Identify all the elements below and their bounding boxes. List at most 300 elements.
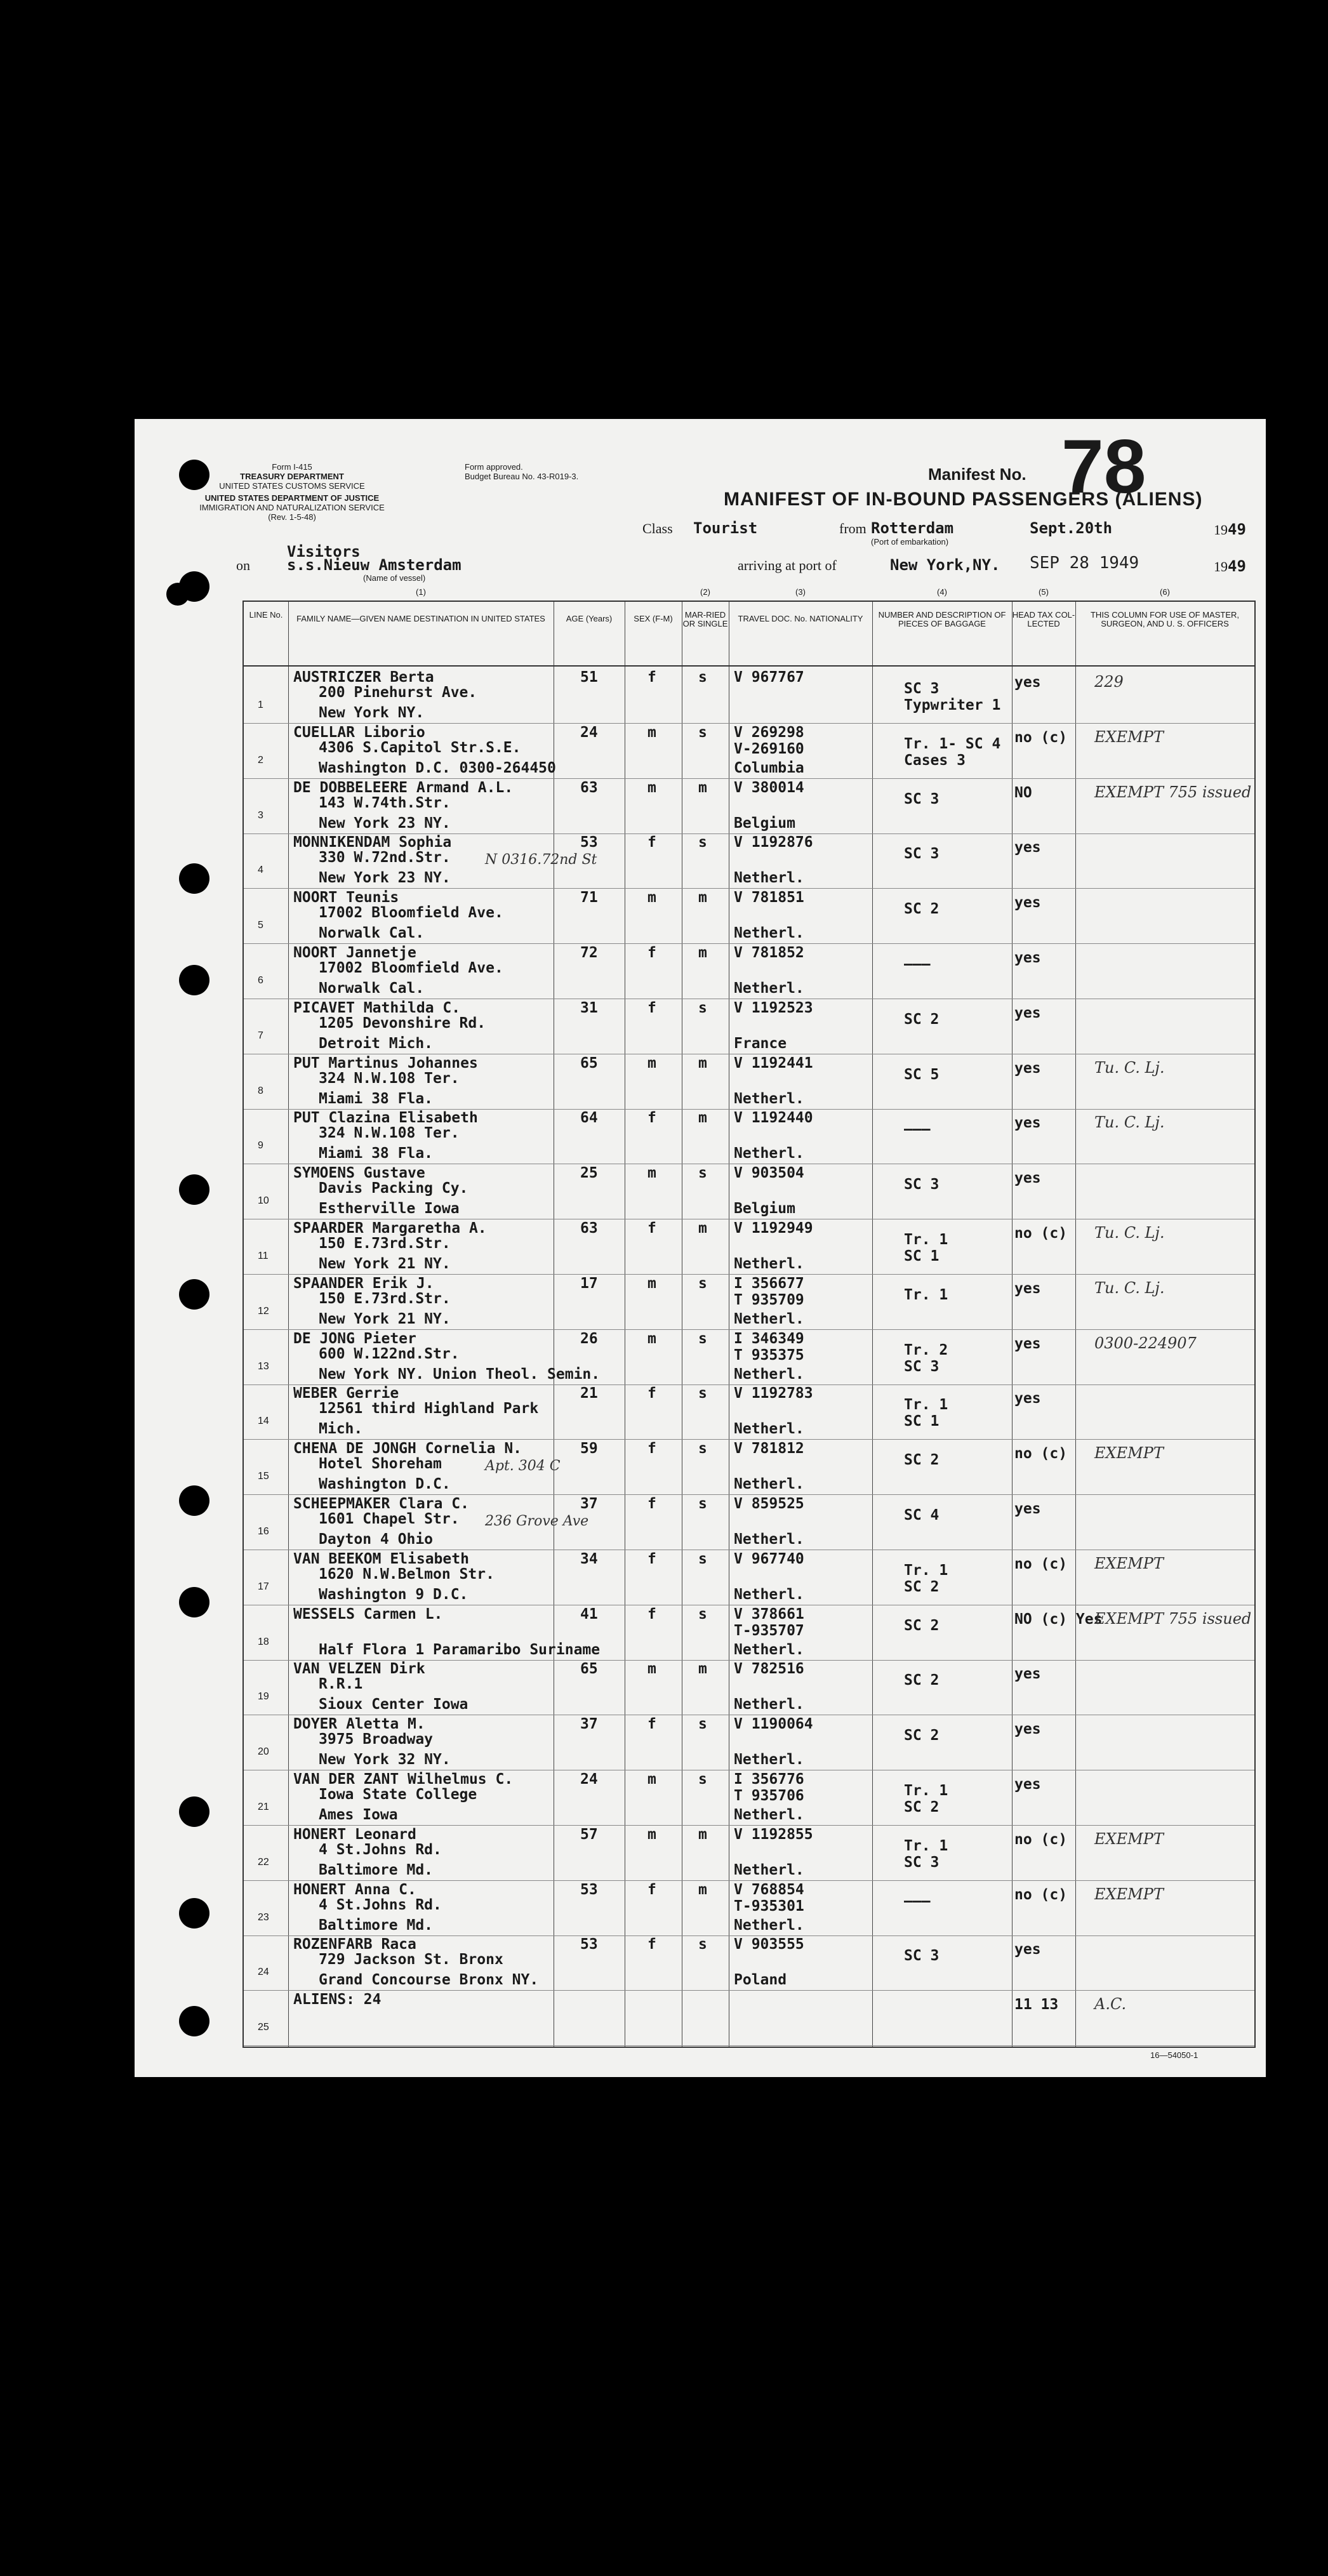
line-number: 19 bbox=[258, 1691, 269, 1703]
table-row bbox=[244, 1880, 1254, 1936]
marital-status: m bbox=[698, 779, 707, 796]
from-port: Rotterdam bbox=[871, 519, 954, 537]
baggage-1: SC 3 bbox=[904, 1948, 940, 1965]
nationality: Belgium bbox=[734, 1200, 795, 1218]
address-line-1: 1601 Chapel Str. bbox=[319, 1511, 460, 1527]
officer-note: EXEMPT bbox=[1094, 1885, 1164, 1903]
age: 24 bbox=[580, 1771, 598, 1788]
passenger-name: NOORT Teunis bbox=[293, 889, 399, 906]
age: 26 bbox=[580, 1330, 598, 1347]
sex: f bbox=[647, 834, 656, 851]
age: 53 bbox=[580, 834, 598, 851]
head-tax: no (c) bbox=[1014, 1225, 1068, 1242]
address-line-2: Baltimore Md. bbox=[319, 1916, 434, 1934]
travel-doc: V 903555 bbox=[734, 1936, 804, 1953]
marital-status: s bbox=[698, 1165, 707, 1182]
officer-note: A.C. bbox=[1094, 1995, 1127, 2014]
head-tax: yes bbox=[1014, 894, 1041, 912]
age: 71 bbox=[580, 889, 598, 906]
officer-note: Tu. C. Lj. bbox=[1094, 1113, 1165, 1132]
sex: f bbox=[647, 1110, 656, 1127]
marital-status: m bbox=[698, 1220, 707, 1237]
baggage-1: SC 2 bbox=[904, 1452, 940, 1469]
marital-status: s bbox=[698, 1936, 707, 1953]
nationality: Netherl. bbox=[734, 1090, 804, 1107]
table-row bbox=[244, 1384, 1254, 1440]
baggage-1: Tr. 1 bbox=[904, 1232, 948, 1248]
address-line-2: Grand Concourse Bronx NY. bbox=[319, 1972, 539, 1989]
sex: m bbox=[647, 724, 656, 741]
passenger-name: AUSTRICZER Berta bbox=[293, 669, 434, 686]
baggage-1: ——— bbox=[904, 1892, 931, 1909]
form-approved: Form approved. bbox=[465, 462, 523, 472]
address-line-2: Baltimore Md. bbox=[319, 1861, 434, 1878]
col-num-6: (6) bbox=[1160, 587, 1170, 597]
age: 37 bbox=[580, 1496, 598, 1512]
address-line-2: New York 21 NY. bbox=[319, 1310, 451, 1327]
travel-doc: V 781812 bbox=[734, 1440, 804, 1457]
baggage-2: SC 2 bbox=[904, 1578, 940, 1595]
line-number: 1 bbox=[258, 700, 263, 710]
line-number: 9 bbox=[258, 1140, 263, 1152]
year2-prefix: 19 bbox=[1214, 559, 1228, 574]
sex: f bbox=[647, 669, 656, 686]
table-row bbox=[244, 1659, 1254, 1715]
manifest-page bbox=[135, 419, 1266, 2077]
nationality: Netherl. bbox=[734, 980, 804, 997]
port-embarkation-caption: (Port of embarkation) bbox=[871, 537, 949, 547]
passenger-name: SCHEEPMAKER Clara C. bbox=[293, 1496, 469, 1512]
head-tax: yes bbox=[1014, 1115, 1041, 1132]
age: 63 bbox=[580, 1220, 598, 1237]
travel-doc: V 1192441 bbox=[734, 1054, 813, 1072]
line-number: 25 bbox=[258, 2022, 269, 2033]
year-prefix: 19 bbox=[1214, 522, 1228, 538]
nationality: Netherl. bbox=[734, 1531, 804, 1548]
nationality: Netherl. bbox=[734, 1751, 804, 1769]
marital-status: m bbox=[698, 1661, 707, 1678]
baggage-1: SC 2 bbox=[904, 901, 940, 918]
baggage-1: ——— bbox=[904, 1121, 931, 1138]
treasury-label: TREASURY DEPARTMENT bbox=[240, 472, 344, 481]
address-line-1: Iowa State College bbox=[319, 1786, 477, 1803]
head-tax: no (c) bbox=[1014, 1445, 1068, 1463]
address-line-2: Miami 38 Fla. bbox=[319, 1145, 434, 1162]
nationality: Netherl. bbox=[734, 1310, 804, 1327]
address-line-2: Washington 9 D.C. bbox=[319, 1586, 468, 1603]
marital-status: s bbox=[698, 1385, 707, 1402]
address-line-1: 150 E.73rd.Str. bbox=[319, 1235, 451, 1252]
justice-label: UNITED STATES DEPARTMENT OF JUSTICE bbox=[204, 493, 380, 503]
address-line-1: 143 W.74th.Str. bbox=[319, 794, 451, 811]
address-line-1: 200 Pinehurst Ave. bbox=[319, 684, 477, 701]
travel-doc: V 1192949 bbox=[734, 1220, 813, 1237]
marital-status: m bbox=[698, 1054, 707, 1072]
passenger-name: NOORT Jannetje bbox=[293, 945, 416, 961]
head-tax: yes bbox=[1014, 1335, 1041, 1352]
baggage-1: ——— bbox=[904, 956, 931, 973]
passenger-name: VAN BEEKOM Elisabeth bbox=[293, 1550, 469, 1567]
address-line-1: 17002 Bloomfield Ave. bbox=[319, 905, 503, 922]
sex: m bbox=[647, 779, 656, 796]
marital-status: s bbox=[698, 999, 707, 1016]
travel-doc-2: T 935709 bbox=[734, 1291, 804, 1308]
table-row bbox=[244, 1274, 1254, 1330]
passenger-name: ROZENFARB Raca bbox=[293, 1936, 416, 1953]
sex: f bbox=[647, 1605, 656, 1623]
officer-note: EXEMPT 755 issued bbox=[1094, 1609, 1252, 1628]
nationality: Netherl. bbox=[734, 1696, 804, 1713]
arriving-label: arriving at port of bbox=[738, 557, 837, 573]
age: 37 bbox=[580, 1716, 598, 1733]
binder-hole bbox=[179, 863, 209, 894]
travel-doc: V 967740 bbox=[734, 1550, 804, 1567]
col-num-1: (1) bbox=[416, 587, 426, 597]
table-row bbox=[244, 778, 1254, 834]
nationality: France bbox=[734, 1035, 787, 1052]
head-tax: NO (c) Yes bbox=[1014, 1610, 1103, 1628]
from-label: from bbox=[839, 521, 867, 536]
nationality: Netherl. bbox=[734, 1421, 804, 1438]
approval-block bbox=[465, 462, 578, 481]
head-tax: yes bbox=[1014, 1004, 1041, 1021]
sex: m bbox=[647, 1826, 656, 1843]
address-line-2: New York 23 NY. bbox=[319, 870, 451, 887]
baggage-2: SC 1 bbox=[904, 1248, 940, 1265]
baggage-1: SC 2 bbox=[904, 1727, 940, 1744]
officer-note: Tu. C. Lj. bbox=[1094, 1058, 1165, 1077]
passenger-name: WEBER Gerrie bbox=[293, 1385, 399, 1402]
baggage-1: SC 3 bbox=[904, 790, 940, 807]
marital-status: s bbox=[698, 834, 707, 851]
head-tax: yes bbox=[1014, 1941, 1041, 1958]
age: 34 bbox=[580, 1550, 598, 1567]
officer-note: EXEMPT bbox=[1094, 1444, 1164, 1463]
age: 63 bbox=[580, 779, 598, 796]
head-tax: yes bbox=[1014, 1390, 1041, 1407]
address-line-1: 17002 Bloomfield Ave. bbox=[319, 960, 503, 976]
budget-bureau: Budget Bureau No. 43-R019-3. bbox=[465, 472, 579, 481]
head-tax: yes bbox=[1014, 1666, 1041, 1683]
line-number: 8 bbox=[258, 1085, 263, 1096]
passenger-name: VAN VELZEN Dirk bbox=[293, 1661, 425, 1678]
table-row bbox=[244, 1770, 1254, 1826]
nationality: Netherl. bbox=[734, 1476, 804, 1493]
passenger-name: WESSELS Carmen L. bbox=[293, 1605, 443, 1623]
table-row bbox=[244, 999, 1254, 1054]
passenger-name: HONERT Anna C. bbox=[293, 1881, 416, 1898]
baggage-2: SC 1 bbox=[904, 1413, 940, 1430]
sex: m bbox=[647, 1661, 656, 1678]
nationality: Netherl. bbox=[734, 925, 804, 942]
head-tax: yes bbox=[1014, 1059, 1041, 1077]
baggage-1: SC 2 bbox=[904, 1672, 940, 1689]
officer-note: Tu. C. Lj. bbox=[1094, 1278, 1165, 1297]
travel-doc: V 380014 bbox=[734, 779, 804, 796]
passenger-name: SPAARDER Margaretha A. bbox=[293, 1220, 487, 1237]
sex: m bbox=[647, 1165, 656, 1182]
age: 21 bbox=[580, 1385, 598, 1402]
address-line-1: R.R.1 bbox=[319, 1676, 363, 1693]
sex: f bbox=[647, 1220, 656, 1237]
col-header-married: MAR-RIED OR SINGLE bbox=[682, 610, 728, 628]
col-header-head-tax: HEAD TAX COL-LECTED bbox=[1012, 610, 1075, 628]
baggage-1: SC 4 bbox=[904, 1507, 940, 1524]
marital-status: s bbox=[698, 1330, 707, 1347]
table-row bbox=[244, 1935, 1254, 1991]
travel-doc: V 903504 bbox=[734, 1165, 804, 1182]
line-number: 12 bbox=[258, 1305, 269, 1317]
baggage-2: Typwriter 1 bbox=[904, 697, 1001, 714]
year2-label bbox=[1214, 557, 1246, 575]
baggage-1: Tr. 1 bbox=[904, 1562, 948, 1579]
table-row bbox=[244, 1715, 1254, 1770]
table-row bbox=[244, 1990, 1254, 2046]
sex: f bbox=[647, 1385, 656, 1402]
table-row bbox=[244, 1219, 1254, 1275]
travel-doc: V 967767 bbox=[734, 669, 804, 686]
sex: f bbox=[647, 999, 656, 1016]
binder-hole bbox=[179, 1279, 209, 1310]
head-tax: yes bbox=[1014, 1776, 1041, 1793]
travel-doc-2: V-269160 bbox=[734, 740, 804, 757]
address-line-2: Mich. bbox=[319, 1421, 363, 1438]
head-tax: no (c) bbox=[1014, 1555, 1068, 1572]
address-line-2: Detroit Mich. bbox=[319, 1035, 434, 1052]
passenger-name: PICAVET Mathilda C. bbox=[293, 999, 461, 1016]
table-row bbox=[244, 943, 1254, 999]
baggage-2: SC 3 bbox=[904, 1854, 940, 1871]
baggage-2: Cases 3 bbox=[904, 752, 966, 769]
nationality: Netherl. bbox=[734, 1861, 804, 1878]
customs-label: UNITED STATES CUSTOMS SERVICE bbox=[219, 481, 365, 491]
address-line-2: Norwalk Cal. bbox=[319, 980, 425, 997]
col-header-name: FAMILY NAME—GIVEN NAME DESTINATION IN UNITED STATES bbox=[296, 614, 545, 623]
revision-label: (Rev. 1-5-48) bbox=[268, 512, 316, 522]
line-number: 17 bbox=[258, 1581, 269, 1592]
col-num-4: (4) bbox=[937, 587, 947, 597]
head-tax: yes bbox=[1014, 1721, 1041, 1738]
binder-hole bbox=[179, 2006, 209, 2036]
line-number: 24 bbox=[258, 1967, 269, 1978]
travel-doc-2: T-935301 bbox=[734, 1897, 804, 1915]
passenger-name: DOYER Aletta M. bbox=[293, 1716, 425, 1733]
marital-status: m bbox=[698, 1826, 707, 1843]
sex: m bbox=[647, 1330, 656, 1347]
head-tax: no (c) bbox=[1014, 729, 1068, 746]
travel-doc: V 781851 bbox=[734, 889, 804, 906]
baggage-1: Tr. 1- SC 4 bbox=[904, 735, 1001, 752]
baggage-1: Tr. 2 bbox=[904, 1341, 948, 1358]
on-label: on bbox=[236, 557, 250, 573]
address-line-2: New York NY. bbox=[319, 705, 425, 721]
sex: f bbox=[647, 945, 656, 961]
form-code: 16—54050-1 bbox=[1150, 2050, 1199, 2060]
baggage-1: SC 2 bbox=[904, 1617, 940, 1634]
passenger-name: CHENA DE JONGH Cornelia N. bbox=[293, 1440, 522, 1457]
age: 59 bbox=[580, 1440, 598, 1457]
marital-status: s bbox=[698, 669, 707, 686]
address-line-1: 1620 N.W.Belmon Str. bbox=[319, 1565, 495, 1583]
age: 72 bbox=[580, 945, 598, 961]
marital-status: s bbox=[698, 1440, 707, 1457]
binder-hole bbox=[179, 1174, 209, 1205]
head-tax: yes bbox=[1014, 674, 1041, 691]
age: 25 bbox=[580, 1165, 598, 1182]
travel-doc: V 859525 bbox=[734, 1496, 804, 1512]
line-number: 7 bbox=[258, 1030, 263, 1041]
passenger-name: HONERT Leonard bbox=[293, 1826, 416, 1843]
baggage-1: Tr. 1 bbox=[904, 1286, 948, 1303]
nationality: Poland bbox=[734, 1972, 787, 1989]
address-line-2: Half Flora 1 Paramaribo Suriname bbox=[319, 1641, 601, 1658]
marital-status: s bbox=[698, 724, 707, 741]
address-line-2: Dayton 4 Ohio bbox=[319, 1531, 434, 1548]
travel-doc-2: T 935706 bbox=[734, 1788, 804, 1804]
sex: m bbox=[647, 1771, 656, 1788]
col-num-3: (3) bbox=[795, 587, 806, 597]
address-line-1: 330 W.72nd.Str. bbox=[319, 849, 451, 866]
address-line-2: New York 32 NY. bbox=[319, 1751, 451, 1769]
marital-status: s bbox=[698, 1496, 707, 1512]
nationality: Netherl. bbox=[734, 1365, 804, 1383]
line-number: 4 bbox=[258, 865, 263, 876]
travel-doc: V 1192783 bbox=[734, 1385, 813, 1402]
address-line-1: 324 N.W.108 Ter. bbox=[319, 1070, 460, 1087]
table-row bbox=[244, 668, 1254, 724]
baggage-1: SC 3 bbox=[904, 1176, 940, 1193]
table-row bbox=[244, 1605, 1254, 1661]
nationality: Netherl. bbox=[734, 1916, 804, 1934]
col-header-line: LINE No. bbox=[249, 610, 283, 620]
year-label bbox=[1214, 521, 1246, 538]
sex: m bbox=[647, 1054, 656, 1072]
ins-label: IMMIGRATION AND NATURALIZATION SERVICE bbox=[199, 503, 385, 512]
travel-doc-2: T-935707 bbox=[734, 1622, 804, 1639]
line-number: 18 bbox=[258, 1636, 269, 1647]
form-header-block bbox=[190, 462, 394, 522]
table-row bbox=[244, 1494, 1254, 1550]
age: 65 bbox=[580, 1054, 598, 1072]
officer-note: EXEMPT bbox=[1094, 1554, 1164, 1572]
year2-suffix: 49 bbox=[1228, 557, 1246, 575]
travel-doc: I 356677 bbox=[734, 1275, 804, 1292]
head-tax: no (c) bbox=[1014, 1886, 1068, 1903]
departure-date: Sept.20th bbox=[1030, 519, 1113, 537]
table-row bbox=[244, 1329, 1254, 1385]
officer-note: Tu. C. Lj. bbox=[1094, 1224, 1165, 1242]
table-row bbox=[244, 1108, 1254, 1164]
passenger-name: ALIENS: 24 bbox=[293, 1991, 382, 2008]
head-tax: yes bbox=[1014, 1280, 1041, 1297]
arrival-port: New York,NY. bbox=[890, 556, 1000, 574]
travel-doc: V 781852 bbox=[734, 945, 804, 961]
marital-status: s bbox=[698, 1605, 707, 1623]
officer-note: 229 bbox=[1094, 673, 1124, 691]
nationality: Belgium bbox=[734, 814, 795, 832]
binder-hole bbox=[179, 1796, 209, 1827]
passenger-name: PUT Clazina Elisabeth bbox=[293, 1110, 478, 1127]
sex: f bbox=[647, 1716, 656, 1733]
table-row bbox=[244, 888, 1254, 944]
baggage-1: SC 2 bbox=[904, 1011, 940, 1028]
sex: f bbox=[647, 1881, 656, 1898]
binder-hole bbox=[179, 1898, 209, 1929]
line-number: 3 bbox=[258, 809, 263, 821]
table-row bbox=[244, 1439, 1254, 1495]
marital-status: m bbox=[698, 1110, 707, 1127]
marital-status: m bbox=[698, 945, 707, 961]
address-line-1: Davis Packing Cy. bbox=[319, 1180, 468, 1197]
travel-doc-2: T 935375 bbox=[734, 1346, 804, 1364]
age: 53 bbox=[580, 1936, 598, 1953]
address-line-1: 324 N.W.108 Ter. bbox=[319, 1125, 460, 1142]
marital-status: m bbox=[698, 1881, 707, 1898]
table-row bbox=[244, 1825, 1254, 1881]
marital-status: s bbox=[698, 1275, 707, 1292]
address-line-2: New York 21 NY. bbox=[319, 1256, 451, 1272]
nationality: Netherl. bbox=[734, 1256, 804, 1272]
col-header-baggage: NUMBER AND DESCRIPTION OF PIECES OF BAGGAGE bbox=[878, 610, 1006, 628]
class-value: Tourist bbox=[693, 519, 758, 537]
table-row bbox=[244, 833, 1254, 889]
manifest-number: 78 bbox=[1061, 424, 1146, 509]
age: 31 bbox=[580, 999, 598, 1016]
head-tax: 11 13 bbox=[1014, 1996, 1059, 2014]
baggage-1: Tr. 1 bbox=[904, 1783, 948, 1799]
address-line-1: 729 Jackson St. Bronx bbox=[319, 1951, 503, 1969]
nationality: Netherl. bbox=[734, 1145, 804, 1162]
travel-doc: V 1192440 bbox=[734, 1110, 813, 1127]
address-line-2: Sioux Center Iowa bbox=[319, 1696, 468, 1713]
travel-doc: V 378661 bbox=[734, 1605, 804, 1623]
age: 57 bbox=[580, 1826, 598, 1843]
nationality: Netherl. bbox=[734, 1641, 804, 1658]
sex: f bbox=[647, 1496, 656, 1512]
passenger-name: SPAANDER Erik J. bbox=[293, 1275, 434, 1292]
baggage-1: Tr. 1 bbox=[904, 1397, 948, 1414]
table-row bbox=[244, 723, 1254, 779]
binder-hole bbox=[179, 965, 209, 995]
address-line-2: Norwalk Cal. bbox=[319, 925, 425, 942]
passenger-name: DE JONG Pieter bbox=[293, 1330, 416, 1347]
sex: m bbox=[647, 1275, 656, 1292]
address-line-1: 4306 S.Capitol Str.S.E. bbox=[319, 739, 521, 756]
baggage-1: SC 3 bbox=[904, 681, 940, 697]
head-tax: yes bbox=[1014, 950, 1041, 966]
address-line-2: Washington D.C. bbox=[319, 1476, 451, 1493]
travel-doc: V 1190064 bbox=[734, 1716, 813, 1733]
travel-doc: V 269298 bbox=[734, 724, 804, 741]
passenger-name: DE DOBBELEERE Armand A.L. bbox=[293, 779, 514, 796]
address-line-2: New York NY. Union Theol. Semin. bbox=[319, 1365, 601, 1383]
age: 17 bbox=[580, 1275, 598, 1292]
baggage-1: Tr. 1 bbox=[904, 1837, 948, 1854]
nationality: Netherl. bbox=[734, 870, 804, 887]
line-number: 23 bbox=[258, 1911, 269, 1923]
sex: f bbox=[647, 1936, 656, 1953]
travel-doc: V 768854 bbox=[734, 1881, 804, 1898]
travel-doc: V 1192855 bbox=[734, 1826, 813, 1843]
visitors-label: Visitors bbox=[287, 543, 361, 561]
address-line-1: 12561 third Highland Park bbox=[319, 1400, 539, 1417]
sex: f bbox=[647, 1440, 656, 1457]
col-num-2: (2) bbox=[700, 587, 710, 597]
line-number: 6 bbox=[258, 975, 263, 986]
head-tax: yes bbox=[1014, 1501, 1041, 1517]
age: 51 bbox=[580, 669, 598, 686]
passenger-name: SYMOENS Gustave bbox=[293, 1165, 425, 1182]
